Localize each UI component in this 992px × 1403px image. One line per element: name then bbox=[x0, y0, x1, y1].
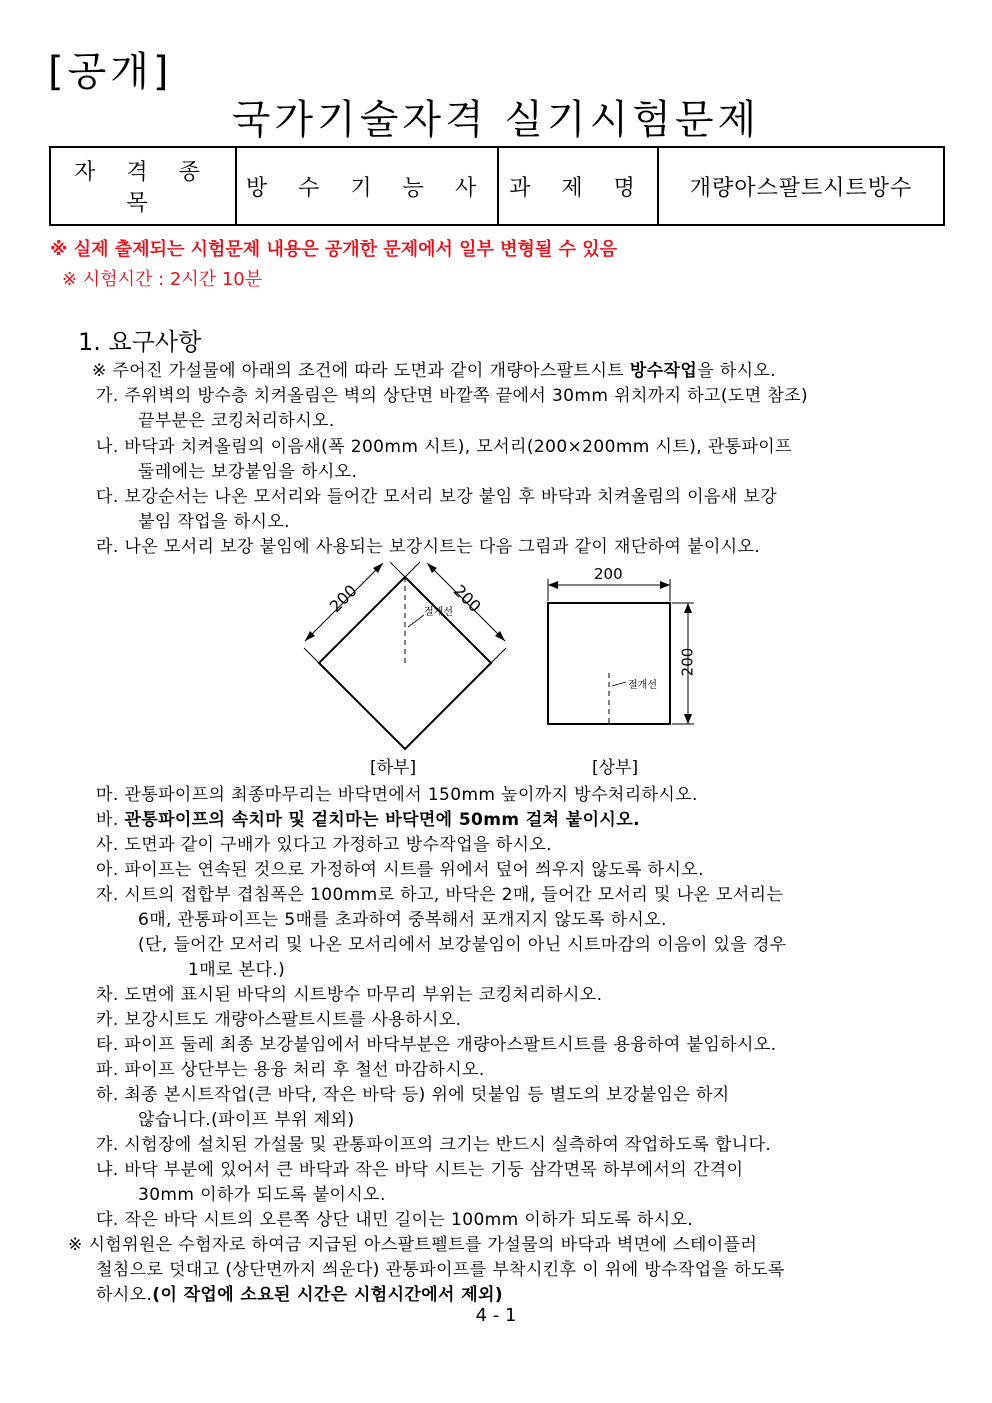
qualification-table bbox=[49, 146, 945, 226]
item-ba bbox=[96, 805, 640, 830]
item-cha: 차. 도면에 표시된 바닥의 시트방수 마무리 부위는 코킹처리하시오. bbox=[96, 985, 603, 1005]
item-gya: 갸. 시험장에 설치된 가설물 및 관통파이프의 크기는 반드시 실측하여 작업하도록 합니다. bbox=[96, 1135, 772, 1155]
item-ka: 카. 보강시트도 개량아스팔트시트를 사용하시오. bbox=[96, 1010, 462, 1030]
intro-bold: 방수작업 bbox=[629, 361, 698, 381]
item-ja-3: (단, 들어간 모서리 및 나온 모서리에서 보강붙임이 아닌 시트마감의 이음이 있을 경우 bbox=[138, 935, 787, 955]
qualification-type-value: 방 수 기 능 사 bbox=[236, 147, 498, 225]
square-sheet bbox=[548, 603, 670, 724]
cut-label-left: 절개선 bbox=[424, 607, 453, 618]
dim-label-side: 200 bbox=[678, 647, 697, 677]
item-ja-4: 1매로 본다.) bbox=[188, 960, 286, 980]
item-nya-2: 30mm 이하가 되도록 붙이시오. bbox=[138, 1185, 386, 1205]
intro-suffix: 을 하시오. bbox=[697, 361, 777, 381]
final-note-2: 철침으로 덧대고 (상단면까지 씌운다) 관통파이프를 부착시킨후 이 위에 방수작업을 하도록 bbox=[96, 1260, 785, 1280]
item-dya: 댜. 작은 바닥 시트의 오른쪽 상단 내민 길이는 100mm 이하가 되도록 하시오. bbox=[96, 1210, 694, 1230]
intro-prefix: ※ 주어진 가설물에 아래의 조건에 따라 도면과 같이 개량아스팔트시트 bbox=[92, 361, 630, 381]
final-note-3-bold: (이 작업에 소요된 시간은 시험시간에서 제외) bbox=[152, 1285, 504, 1305]
dim-label-left-a: 200 bbox=[325, 580, 361, 617]
task-name-label: 과 제 명 bbox=[498, 147, 658, 225]
section-title: 1. 요구사항 bbox=[78, 328, 202, 356]
item-ba-bold: 관통파이프의 속치마 및 겉치마는 바닥면에 50mm 걸쳐 붙이시오. bbox=[124, 810, 640, 830]
item-ma: 마. 관통파이프의 최종마무리는 바닥면에서 150mm 높이까지 방수처리하시오. bbox=[96, 785, 698, 805]
item-na-2: 둘레에는 보강붙임을 하시오. bbox=[138, 462, 358, 482]
caption-lower: [하부] bbox=[370, 758, 417, 778]
final-note-3-prefix: 하시오. bbox=[96, 1285, 153, 1305]
dim-label-left-b: 200 bbox=[449, 580, 485, 617]
item-nya-1: 냐. 바닥 부분에 있어서 큰 바닥과 작은 바닥 시트는 기둥 삼각면목 하부에서의 간격이 bbox=[96, 1160, 744, 1180]
caption-upper: [상부] bbox=[592, 758, 639, 778]
page-number: 4 - 1 bbox=[475, 1305, 517, 1326]
item-ba-prefix: 바. bbox=[96, 810, 125, 830]
item-pa: 파. 파이프 상단부는 용융 처리 후 철선 마감하시오. bbox=[96, 1060, 485, 1080]
item-sa: 사. 도면과 같이 구배가 있다고 가정하고 방수작업을 하시오. bbox=[96, 835, 552, 855]
item-ja-1: 자. 시트의 접합부 겹침폭은 100mm로 하고, 바닥은 2매, 들어간 모서리 및 나온 모서리는 bbox=[96, 885, 784, 905]
item-ga-2: 끝부분은 코킹처리하시오. bbox=[138, 411, 335, 431]
cut-label-right: 절개선 bbox=[628, 680, 657, 691]
item-ha-1: 하. 최종 본시트작업(큰 바닥, 작은 바닥 등) 위에 덧붙임 등 별도의 보강붙임은 하지 bbox=[96, 1085, 730, 1105]
item-ja-2: 6매, 관통파이프는 5매를 초과하여 중복해서 포개지지 않도록 하시오. bbox=[138, 910, 667, 930]
final-note-3 bbox=[96, 1280, 503, 1305]
exam-time: ※ 시험시간 : 2시간 10분 bbox=[62, 269, 263, 290]
item-a: 아. 파이프는 연속된 것으로 가정하여 시트를 위에서 덮어 씌우지 않도록 하시오. bbox=[96, 860, 704, 880]
item-ra: 라. 나온 모서리 보강 붙임에 사용되는 보강시트는 다음 그림과 같이 재단하여 붙이시오. bbox=[96, 537, 761, 557]
item-ta: 타. 파이프 둘레 최종 보강붙임에서 바닥부분은 개량아스팔트시트를 용융하여 붙임하시오. bbox=[96, 1035, 777, 1055]
dim-label-top: 200 bbox=[594, 565, 623, 583]
item-da-2: 붙임 작업을 하시오. bbox=[138, 512, 290, 532]
item-na-1: 나. 바닥과 치켜올림의 이음새(폭 200mm 시트), 모서리(200×200mm 시트), 관통파이프 bbox=[96, 437, 792, 457]
qualification-type-label: 자 격 종 목 bbox=[50, 147, 236, 225]
page-title: 국가기술자격 실기시험문제 bbox=[231, 97, 761, 143]
item-ha-2: 않습니다.(파이프 부위 제외) bbox=[138, 1110, 355, 1130]
intro-line bbox=[92, 356, 776, 381]
task-name-value: 개량아스팔트시트방수 bbox=[658, 147, 944, 225]
item-da-1: 다. 보강순서는 나온 모서리와 들어간 모서리 보강 붙임 후 바닥과 치켜올림의 이음새 보강 bbox=[96, 487, 778, 507]
final-note-1: ※ 시험위원은 수험자로 하여금 지급된 아스팔트펠트를 가설물의 바닥과 벽면에 스테이플러 bbox=[68, 1235, 758, 1255]
reinforcement-sheet-diagram bbox=[280, 555, 720, 780]
variation-notice: ※ 실제 출제되는 시험문제 내용은 공개한 문제에서 일부 변형될 수 있음 bbox=[50, 239, 618, 260]
public-tag: [공개] bbox=[48, 49, 173, 95]
item-ga-1: 가. 주위벽의 방수층 치켜올림은 벽의 상단면 바깥쪽 끝에서 30mm 위치까지 하고(도면 참조) bbox=[96, 386, 809, 406]
